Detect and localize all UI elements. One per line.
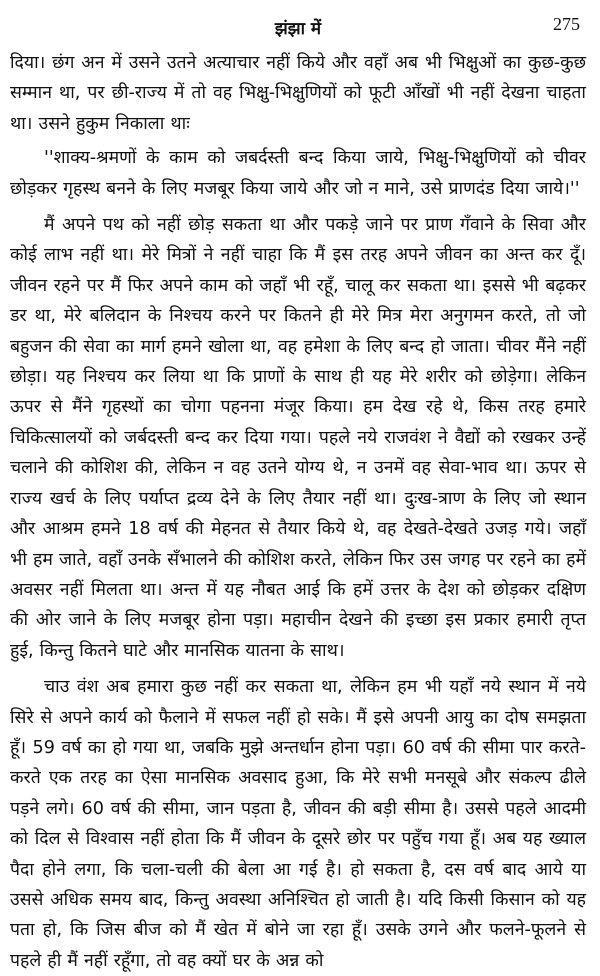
quoted-order: ''शाक्य-श्रमणों के काम को जबर्दस्ती बन्द किया जाये, भिक्षु-भिक्षुणियों को चीवर छोड़कर गृहस्थ बनने के लिए मजबूर किया जाये और जो न माने, उसे प्राणदंड दिया जाये।''	[10, 148, 586, 199]
paragraph-main: मैं अपने पथ को नहीं छोड़ सकता था और पकड़े जाने पर प्राण गँवाने के सिवा और कोई लाभ नहीं था। मेरे मित्रों ने नहीं चाहा कि मैं इस तरह अपने जीवन का अन्त कर दूँ। जीवन रहने पर मैं फिर अपने काम को जहाँ भी रहूँ, चालू कर सकता था। इससे भी बढ़कर डर था, मेरे बलिदान के निश्चय करने पर कितने ही मेरे मित्र मेरा अनुगमन करते, तो जो बहुजन की सेवा का मार्ग हमने खोला था, वह हमेशा के लिए बन्द हो जाता। चीवर मैंने नहीं छोड़ा। यह निश्चय कर लिया था कि प्राणों के साथ ही यह मेरे शरीर को छोड़ेगा। लेकिन ऊपर से मैंने गृहस्थों का चोगा पहनना मंजूर किया। हम देख रहे थे, किस तरह हमारे चिकित्सालयों को जर्बदस्ती बन्द कर दिया गया। पहले नये राजवंश ने वैद्यों को रखकर उन्हें चलाने की कोशिश की, लेकिन न वह उतने योग्य थे, न उनमें वह सेवा-भाव था। ऊपर से राज्य खर्च के लिए पर्याप्त द्रव्य देने के लिए तैयार नहीं था। दुःख-त्राण के लिए जो स्थान और आश्रम हमने 18 वर्ष की मेहनत से तैयार किये थे, वह देखते-देखते उजड़ गये। जहाँ भी हम जाते, वहाँ उनके सँभालने की कोशिश करते, लेकिन फिर उस जगह पर रहने का हमें अवसर नहीं मिलता था। अन्त में यह नौबत आई कि हमें उत्तर के देश को छोड़कर दक्षिण की ओर जाने के लिए मजबूर होना पड़ा। महाचीन देखने की इच्छा इस प्रकार हमारी तृप्त हुई, किन्तु कितने घाटे और मानसिक यातना के साथ।	[10, 215, 586, 661]
page-header	[10, 12, 586, 48]
paragraph-final: चाउ वंश अब हमारा कुछ नहीं कर सकता था, लेकिन हम भी यहाँ नये स्थान में नये सिरे से अपने कार्य को फैलाने में सफल नहीं हो सके। मैं इसे अपनी आयु का दोष समझता हूँ। 59 वर्ष का हो गया था, जबकि मुझे अन्तर्धान होना पड़ा। 60 वर्ष की सीमा पार करते-करते एक तरह का ऐसा मानसिक अवसाद हुआ, कि मेरे सभी मनसूबे और संकल्प ढीले पड़ने लगे। 60 वर्ष की सीमा, जान पड़ता है, जीवन की बड़ी सीमा है। उससे पहले आदमी को दिल से विश्वास नहीं होता कि मैं जीवन के दूसरे छोर पर पहुँच गया हूँ। अब यह ख्याल पैदा होने लगा, कि चला-चली की बेला आ गई है। हो सकता है, दस वर्ष बाद आये या उससे अधिक समय बाद, किन्तु अवस्था अनिश्चित हो जाती है। यदि किसी किसान को यह पता हो, कि जिस बीज को मैं खेत में बोने जा रहा हूँ। उसके उगने और फलने-फूलने से पहले ही मैं नहीं रहूँगा, तो वह क्यों घर के अन्न को	[10, 677, 586, 971]
paragraph-continued: दिया। छंग अन में उसने उतने अत्याचार नहीं किये और वहाँ अब भी भिक्षुओं का कुछ-कुछ सम्मान था, पर छी-राज्य में तो वह भिक्षु-भिक्षुणियों को फूटी आँखों भी नहीं देखना चाहता था। उसने हुकुम निकाला थाः	[10, 53, 586, 134]
page-number: 275	[553, 14, 580, 34]
running-title: झंझा में	[274, 19, 322, 39]
